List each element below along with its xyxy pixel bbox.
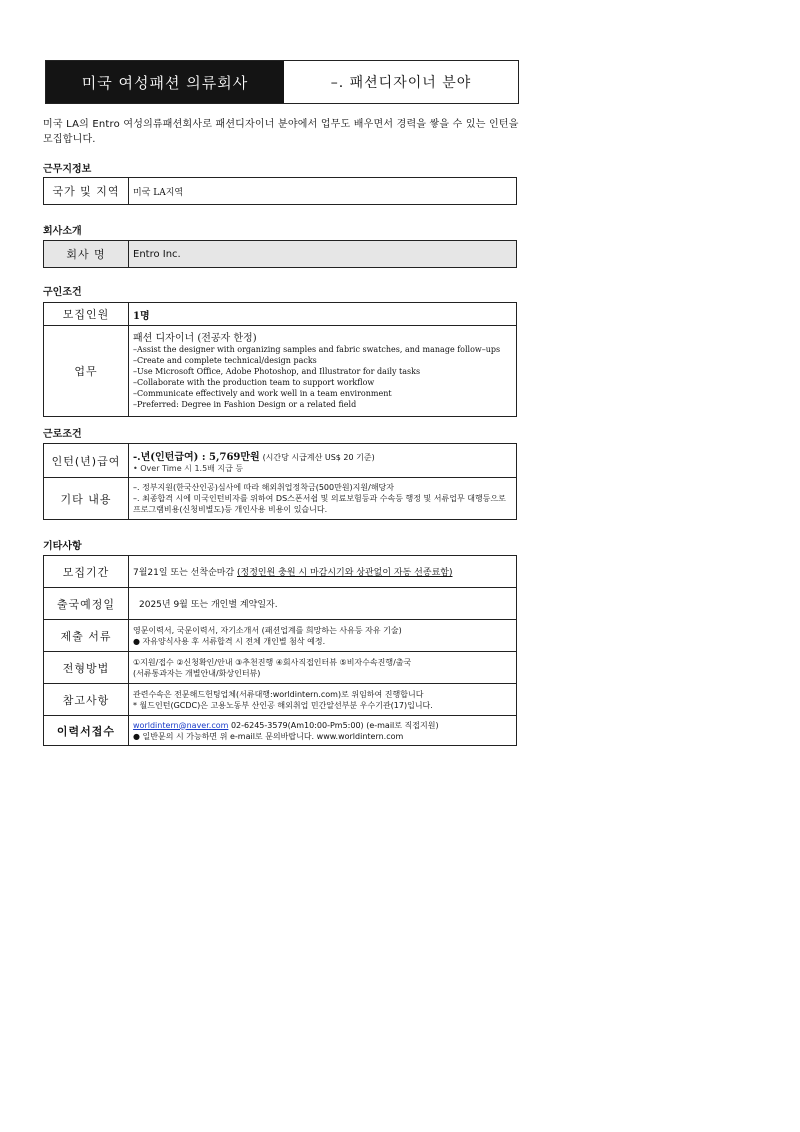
other-line: –. 최종합격 시에 미국인턴비자를 위하여 DS스폰서쉽 및 의료보험등과 수속등 행정 및 서류업무 대행등으로 프로그램비용(신청비별도)등 개인사용 비용이 있습니다.: [133, 494, 506, 514]
process-cell: [129, 652, 517, 684]
other-line: –. 정부지원(한국산인공)심사에 따라 해외취업정착금(500만원)지원/해당자: [133, 483, 395, 492]
section-title-work-info: 근무지정보: [43, 164, 92, 175]
apply-cell: [129, 716, 517, 746]
reference-label: 참고사항: [44, 684, 129, 716]
company-table: [43, 240, 517, 268]
company-value: Entro Inc.: [129, 241, 517, 268]
duty-line: –Create and complete technical/design packs: [133, 355, 317, 365]
apply-email-link[interactable]: worldintern@naver.com: [133, 720, 229, 730]
section-title-recruit: 구인조건: [43, 287, 82, 298]
other-label: 기타 내용: [44, 478, 129, 520]
banner-field: –. 패션디자이너 분야: [330, 75, 472, 91]
duty-label: 업무: [44, 326, 129, 417]
headcount-value: 1명: [129, 303, 517, 326]
salary-note: (시간당 시급계산 US$ 20 기준): [262, 452, 375, 462]
period-cell: [129, 556, 517, 588]
reference-line: 관련수속은 전문해드헌팅업체(서류대행:worldintern.com)로 위임하여 진행합니다: [133, 689, 424, 699]
departure-value: 2025년 9월 또는 개인별 계약일자.: [129, 588, 517, 620]
intro-paragraph: 미국 LA의 Entro 여성의류패션회사로 패션디자이너 분야에서 업무도 배우면서 경력을 쌓을 수 있는 인턴을 모집합니다.: [43, 119, 519, 145]
duty-line: –Assist the designer with organizing samples and fabric swatches, and manage follow–ups: [133, 344, 501, 354]
recruit-table: [43, 302, 517, 417]
banner-company: 미국 여성패션 의류회사: [46, 61, 284, 103]
duty-line: –Preferred: Degree in Fashion Design or a related field: [133, 399, 357, 409]
duty-line: –Collaborate with the production team to support workflow: [133, 377, 375, 387]
reference-line: * 월드인턴(GCDC)은 고용노동부 산인공 해외취업 민간알선부분 우수기관(17)입니다.: [133, 700, 433, 710]
section-title-etc: 기타사항: [43, 541, 82, 552]
period-note: (정정인원 충원 시 마감시기와 상관없이 자동 선종료함): [237, 568, 453, 578]
process-label: 전형방법: [44, 652, 129, 684]
work-info-value: 미국 LA지역: [129, 178, 517, 205]
docs-line: ● 자유양식사용 후 서류합격 시 전체 개인별 첨삭 예정.: [133, 636, 326, 646]
title-banner: [45, 60, 519, 104]
section-title-conditions: 근로조건: [43, 429, 82, 440]
apply-label: 이력서접수: [44, 716, 129, 746]
duty-line: –Communicate effectively and work well in a team environment: [133, 388, 392, 398]
work-info-label: 국가 및 지역: [44, 178, 129, 205]
period-label: 모집기간: [44, 556, 129, 588]
salary-label: 인턴(년)급여: [44, 444, 129, 478]
salary-amount: -.년(인턴급여) : 5,769만원: [133, 451, 260, 463]
docs-label: 제출 서류: [44, 620, 129, 652]
section-title-company: 회사소개: [43, 226, 82, 237]
duty-line: 패션 디자이너 (전공자 한정): [133, 332, 257, 344]
departure-label: 출국예정일: [44, 588, 129, 620]
apply-inquiry: ● 일반문의 시 가능하면 위 e-mail로 문의바랍니다. www.worldintern.com: [133, 731, 404, 741]
salary-cell: [129, 444, 517, 478]
period-value: 7월21일 또는 선착순마감: [133, 568, 238, 578]
duty-line: –Use Microsoft Office, Adobe Photoshop, and Illustrator for daily tasks: [133, 366, 421, 376]
apply-contact: 02-6245-3579(Am10:00-Pm5:00) (e-mail로 직접지원): [228, 720, 439, 730]
docs-line: 영문이력서, 국문이력서, 자기소개서 (패션업계를 희망하는 사유등 자유 기술): [133, 625, 402, 635]
work-info-table: [43, 177, 517, 205]
headcount-label: 모집인원: [44, 303, 129, 326]
company-label: 회사 명: [44, 241, 129, 268]
process-line: (서류통과자는 개별안내/화상인터뷰): [133, 668, 261, 678]
reference-cell: [129, 684, 517, 716]
conditions-table: [43, 443, 517, 520]
duty-description: [129, 326, 517, 417]
process-line: ①지원/접수 ②신청확인/안내 ③추천진행 ④회사직접인터뷰 ⑤비자수속진행/출국: [133, 657, 412, 667]
etc-table: [43, 555, 517, 746]
other-cell: [129, 478, 517, 520]
docs-cell: [129, 620, 517, 652]
salary-overtime: • Over Time 시 1.5배 지급 등: [133, 463, 244, 473]
